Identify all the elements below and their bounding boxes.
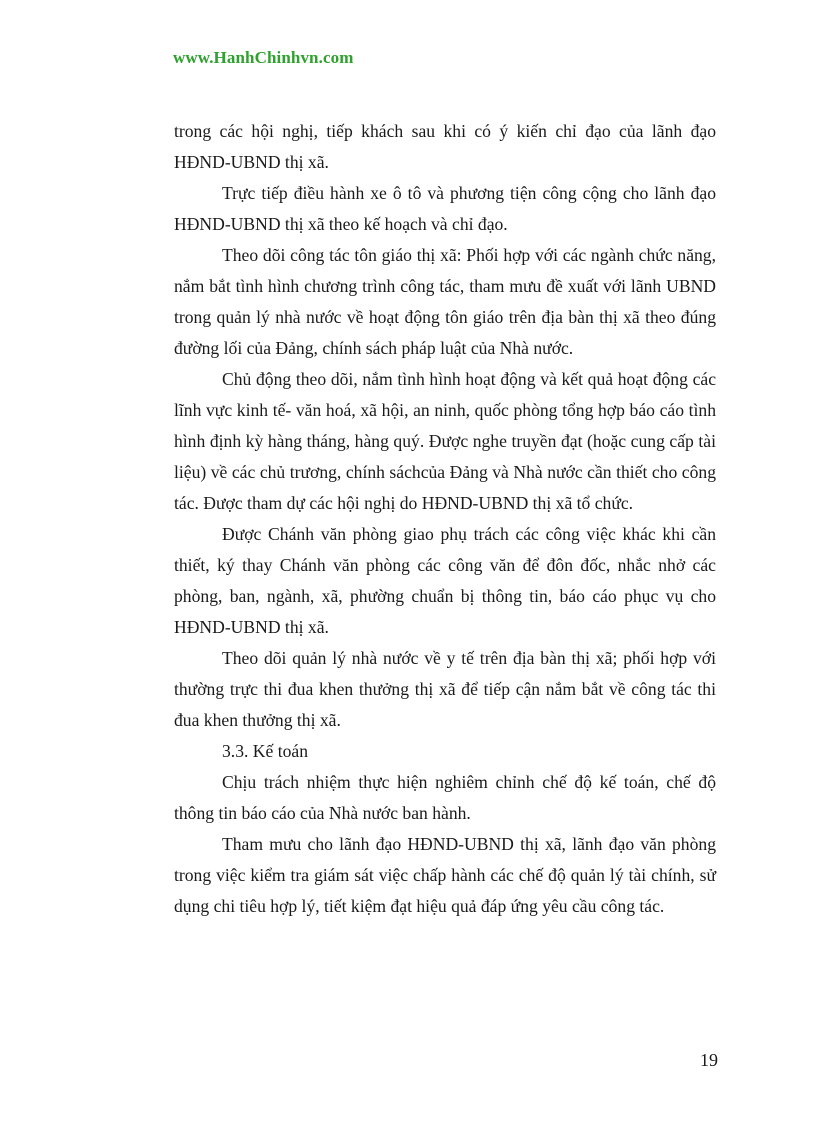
website-watermark: www.HanhChinhvn.com bbox=[173, 48, 354, 67]
page-number: 19 bbox=[700, 1050, 718, 1070]
paragraph-5: Được Chánh văn phòng giao phụ trách các công việc khác khi cần thiết, ký thay Chánh văn phòng các công văn để đôn đốc, nhắc nhở các phòng, ban, ngành, xã, phường chuẩn bị thông tin, báo cáo phục vụ cho HĐND-UBND thị xã. bbox=[174, 524, 716, 637]
paragraph-7: Chịu trách nhiệm thực hiện nghiêm chỉnh chế độ kế toán, chế độ thông tin báo cáo của Nhà nước ban hành. bbox=[174, 772, 716, 823]
paragraph-2: Trực tiếp điều hành xe ô tô và phương tiện công cộng cho lãnh đạo HĐND-UBND thị xã theo kế hoạch và chỉ đạo. bbox=[174, 183, 716, 234]
paragraph-1: trong các hội nghị, tiếp khách sau khi có ý kiến chỉ đạo của lãnh đạo HĐND-UBND thị xã. bbox=[174, 121, 716, 172]
document-body bbox=[174, 116, 716, 922]
section-heading-accounting: 3.3. Kế toán bbox=[222, 741, 308, 761]
paragraph-3: Theo dõi công tác tôn giáo thị xã: Phối hợp với các ngành chức năng, nắm bắt tình hình chương trình công tác, tham mưu đề xuất với lãnh UBND trong quản lý nhà nước về hoạt động tôn giáo trên địa bàn thị xã theo đúng đường lối của Đảng, chính sách pháp luật của Nhà nước. bbox=[174, 245, 716, 358]
paragraph-6: Theo dõi quản lý nhà nước về y tế trên địa bàn thị xã; phối hợp với thường trực thi đua khen thưởng thị xã để tiếp cận nắm bắt về công tác thi đua khen thưởng thị xã. bbox=[174, 648, 716, 730]
paragraph-8: Tham mưu cho lãnh đạo HĐND-UBND thị xã, lãnh đạo văn phòng trong việc kiểm tra giám sát việc chấp hành các chế độ quản lý tài chính, sử dụng chi tiêu hợp lý, tiết kiệm đạt hiệu quả đáp ứng yêu cầu công tác. bbox=[174, 834, 716, 916]
paragraph-4: Chủ động theo dõi, nắm tình hình hoạt động và kết quả hoạt động các lĩnh vực kinh tế- văn hoá, xã hội, an ninh, quốc phòng tổng hợp báo cáo tình hình định kỳ hàng tháng, hàng quý. Được nghe truyền đạt (hoặc cung cấp tài liệu) về các chủ trương, chính sáchcủa Đảng và Nhà nước cần thiết cho công tác. Được tham dự các hội nghị do HĐND-UBND thị xã tổ chức. bbox=[174, 369, 716, 513]
